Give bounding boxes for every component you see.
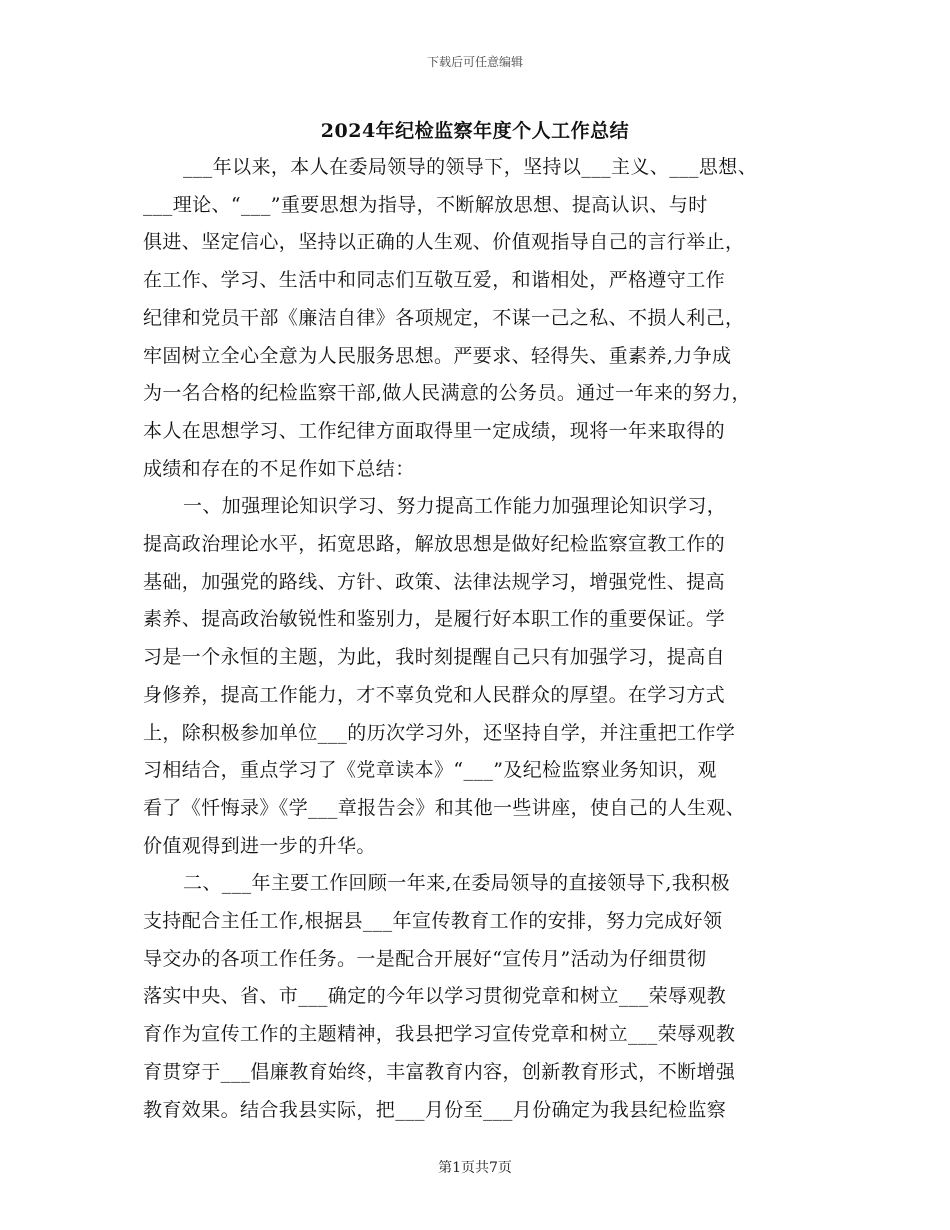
body-text-line: 育贯穿于___倡廉教育始终，丰富教育内容，创新教育形式，不断增强 [143,1060,736,1083]
body-text-line: 基础，加强党的路线、方针、政策、法律法规学习，增强党性、提高 [143,570,726,593]
body-text-line: 为一名合格的纪检监察干部,做人民满意的公务员。通过一年来的努力， [143,382,751,405]
body-text-line: 提高政治理论水平，拓宽思路，解放思想是做好纪检监察宣教工作的 [143,533,726,555]
body-text-line: 成绩和存在的不足作如下总结： [143,457,415,480]
body-text-line: 牢固树立全心全意为人民服务思想。严要求、轻得失、重素养,力争成 [143,344,732,367]
body-text-line: ___年以来，本人在委局领导的领导下，坚持以___主义、___思想、 [183,156,758,178]
body-text-line: ___理论、“___”重要思想为指导，不断解放思想、提高认识、与时 [143,193,708,216]
body-text-line: 教育效果。结合我县实际，把___月份至___月份确定为我县纪检监察 [143,1098,727,1121]
body-text-line: 身修养，提高工作能力，才不辜负党和人民群众的厚望。在学习方式 [143,683,726,706]
body-text-line: 本人在思想学习、工作纪律方面取得里一定成绩，现将一年来取得的 [143,419,726,442]
body-text-line: 看了《忏悔录》《学___章报告会》和其他一些讲座，使自己的人生观、 [143,796,746,819]
body-text-line: 上，除积极参加单位___的历次学习外，还坚持自学，并注重把工作学 [143,721,736,744]
document-title: 2024年纪检监察年度个人工作总结 [320,120,630,142]
body-text-line: 育作为宣传工作的主题精神，我县把学习宣传党章和树立___荣辱观教 [143,1023,736,1046]
body-text-line: 支持配合主任工作,根据县___年宣传教育工作的安排，努力完成好领 [143,910,723,932]
body-text-line: 俱进、坚定信心，坚持以正确的人生观、价值观指导自己的言行举止， [143,231,745,254]
body-text-line: 习相结合，重点学习了《党章读本》“___”及纪检监察业务知识，观 [143,759,717,782]
page-footer: 第1页共7页 [438,1160,512,1176]
body-text-line: 在工作、学习、生活中和同志们互敬互爱，和谐相处，严格遵守工作 [143,269,726,292]
body-text-line: 落实中央、省、市___确定的今年以学习贯彻党章和树立___荣辱观教 [143,985,727,1008]
body-text-line: 纪律和党员干部《廉洁自律》各项规定，不谋一己之私、不损人利己， [143,306,745,329]
page-header: 下载后可任意编辑 [426,55,523,69]
body-text-line: 导交办的各项工作任务。一是配合开展好“宣传月”活动为仔细贯彻 [143,947,707,970]
body-text-line: 二、___年主要工作回顾一年来,在委局领导的直接领导下,我积极 [183,872,730,895]
body-text-line: 一、加强理论知识学习、努力提高工作能力加强理论知识学习， [183,495,727,518]
body-text-line: 习是一个永恒的主题，为此，我时刻提醒自己只有加强学习，提高自 [143,646,726,669]
body-text-line: 价值观得到进一步的升华。 [143,834,376,857]
body-text-line: 素养、提高政治敏锐性和鉴别力，是履行好本职工作的重要保证。学 [143,608,726,631]
